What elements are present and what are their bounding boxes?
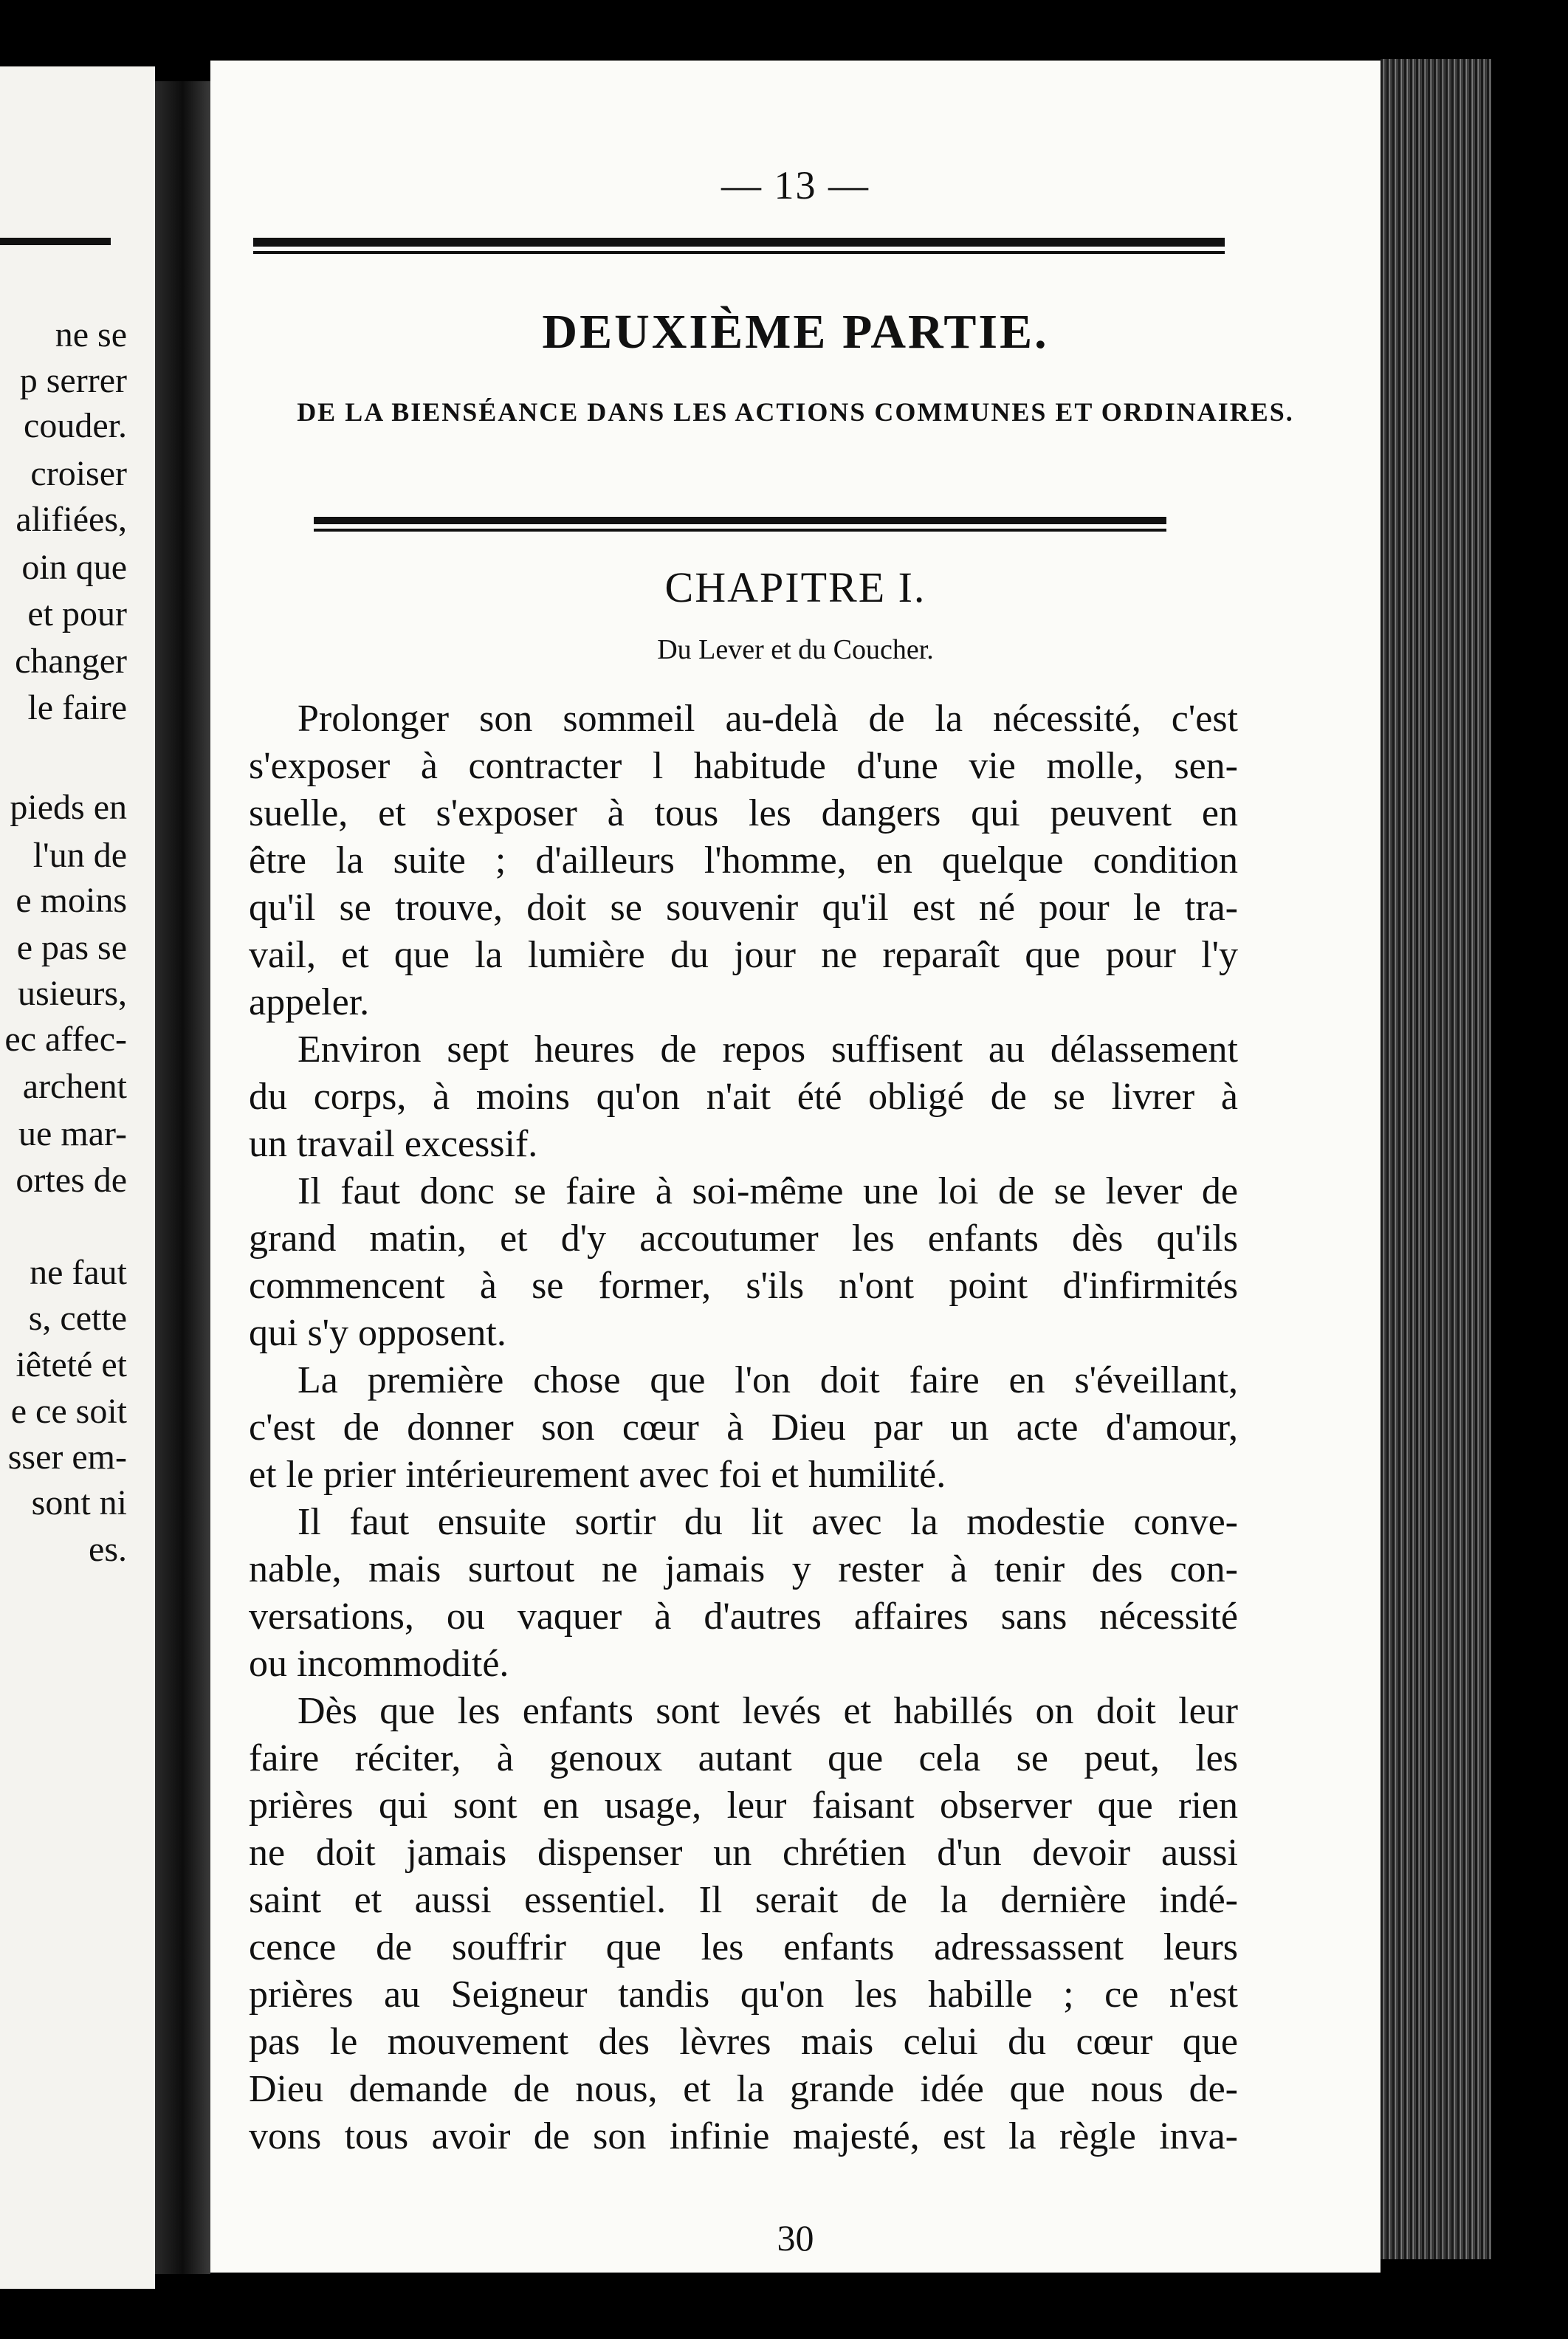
- text-line: prières qui sont en usage, leur faisant observer que rien: [249, 1785, 1238, 1827]
- paragraph: [249, 1688, 1238, 2160]
- text-line: vail, et que la lumière du jour ne reparaît que pour l'y: [249, 934, 1238, 976]
- text-line: c'est de donner son cœur à Dieu par un acte d'amour,: [249, 1407, 1238, 1449]
- text-line: un travail excessif.: [249, 1123, 538, 1165]
- facing-page-line: le faire: [27, 688, 127, 727]
- text-line: saint et aussi essentiel. Il serait de la dernière indé-: [249, 1879, 1238, 1921]
- book-gutter: [155, 81, 210, 2274]
- facing-page-line: archent: [22, 1067, 127, 1106]
- paragraph: [249, 695, 1238, 1026]
- facing-page-line: ortes de: [16, 1161, 127, 1200]
- text-line: ne doit jamais dispenser un chrétien d'un devoir aussi: [249, 1832, 1238, 1874]
- text-line: faire réciter, à genoux autant que cela se peut, les: [249, 1737, 1238, 1779]
- facing-page-line: pieds en: [10, 788, 127, 827]
- text-line: vons tous avoir de son infinie majesté, est la règle inva-: [249, 2115, 1238, 2157]
- text-line: prières au Seigneur tandis qu'on les habille ; ce n'est: [249, 1974, 1238, 2016]
- text-line: cence de souffrir que les enfants adressassent leurs: [249, 1926, 1238, 1968]
- chapter-subtitle: Du Lever et du Coucher.: [657, 634, 934, 665]
- facing-page-line: e moins: [16, 881, 127, 920]
- book-page: [210, 61, 1380, 2273]
- text-line: qui s'y opposent.: [249, 1312, 506, 1354]
- text-line: s'exposer à contracter l habitude d'une vie molle, sen-: [249, 745, 1238, 787]
- facing-page-rule: [0, 238, 111, 245]
- section-double-rule-thin: [314, 529, 1166, 532]
- section-double-rule: [314, 517, 1166, 524]
- facing-page-line: p serrer: [19, 361, 127, 400]
- paragraph: [249, 1168, 1238, 1357]
- facing-page-line: couder.: [24, 406, 127, 445]
- facing-page-line: ue mar-: [18, 1114, 127, 1153]
- facing-page-line: sser em-: [7, 1438, 127, 1477]
- facing-page-line: et pour: [27, 594, 127, 633]
- facing-page-line: ne se: [55, 315, 127, 354]
- top-double-rule: [253, 238, 1225, 247]
- top-double-rule-thin: [253, 251, 1225, 254]
- facing-page-line: changer: [15, 642, 127, 681]
- text-line: versations, ou vaquer à d'autres affaires sans nécessité: [249, 1596, 1238, 1638]
- text-line: Environ sept heures de repos suffisent au délassement: [298, 1028, 1238, 1071]
- text-line: La première chose que l'on doit faire en s'éveillant,: [298, 1359, 1238, 1401]
- facing-page-line: s, cette: [28, 1299, 127, 1338]
- chapter-title: CHAPITRE I.: [664, 563, 926, 611]
- text-line: Il faut donc se faire à soi-même une loi de se lever de: [298, 1170, 1238, 1212]
- part-subtitle: DE LA BIENSÉANCE DANS LES ACTIONS COMMUNES ET ORDINAIRES.: [297, 397, 1294, 427]
- facing-page-line: alifiées,: [16, 500, 127, 539]
- text-line: ou incommodité.: [249, 1643, 509, 1685]
- text-line: appeler.: [249, 981, 370, 1023]
- text-line: qu'il se trouve, doit se souvenir qu'il est né pour le tra-: [249, 887, 1238, 929]
- text-line: Prolonger son sommeil au-delà de la nécessité, c'est: [298, 698, 1238, 740]
- page-number: — 13 —: [721, 163, 870, 207]
- facing-page-line: l'un de: [32, 836, 127, 875]
- text-line: suelle, et s'exposer à tous les dangers qui peuvent en: [249, 792, 1238, 834]
- text-line: pas le mouvement des lèvres mais celui du cœur que: [249, 2021, 1238, 2063]
- paragraph: [249, 1026, 1238, 1168]
- signature-mark: 30: [777, 2217, 814, 2259]
- facing-page-line: sont ni: [31, 1483, 127, 1522]
- text-line: du corps, à moins qu'on n'ait été obligé de se livrer à: [249, 1076, 1238, 1118]
- text-line: Dès que les enfants sont levés et habillés on doit leur: [298, 1690, 1238, 1732]
- paragraph: [249, 1357, 1238, 1499]
- body-text: [249, 695, 1238, 2160]
- facing-page-line: es.: [89, 1530, 127, 1569]
- facing-page-line: iêteté et: [16, 1345, 127, 1384]
- book-page-edges: [1380, 59, 1491, 2259]
- text-line: Dieu demande de nous, et la grande idée que nous de-: [249, 2068, 1238, 2110]
- facing-page-line: croiser: [30, 454, 127, 493]
- text-line: Il faut ensuite sortir du lit avec la modestie conve-: [298, 1501, 1238, 1543]
- part-title: DEUXIÈME PARTIE.: [542, 305, 1049, 359]
- text-line: grand matin, et d'y accoutumer les enfants dès qu'ils: [249, 1217, 1238, 1260]
- paragraph: [249, 1499, 1238, 1688]
- facing-page-line: oin que: [21, 548, 127, 587]
- text-line: nable, mais surtout ne jamais y rester à tenir des con-: [249, 1548, 1238, 1590]
- facing-page-line: e ce soit: [10, 1392, 127, 1431]
- text-line: et le prier intérieurement avec foi et humilité.: [249, 1454, 946, 1496]
- facing-page-fragment: [0, 66, 155, 2289]
- text-line: être la suite ; d'ailleurs l'homme, en quelque condition: [249, 839, 1238, 882]
- text-line: commencent à se former, s'ils n'ont point d'infirmités: [249, 1265, 1238, 1307]
- facing-page-line: e pas se: [16, 928, 127, 967]
- facing-page-line: usieurs,: [18, 974, 127, 1013]
- facing-page-line: ne faut: [30, 1253, 127, 1292]
- facing-page-line: ec affec-: [4, 1020, 127, 1059]
